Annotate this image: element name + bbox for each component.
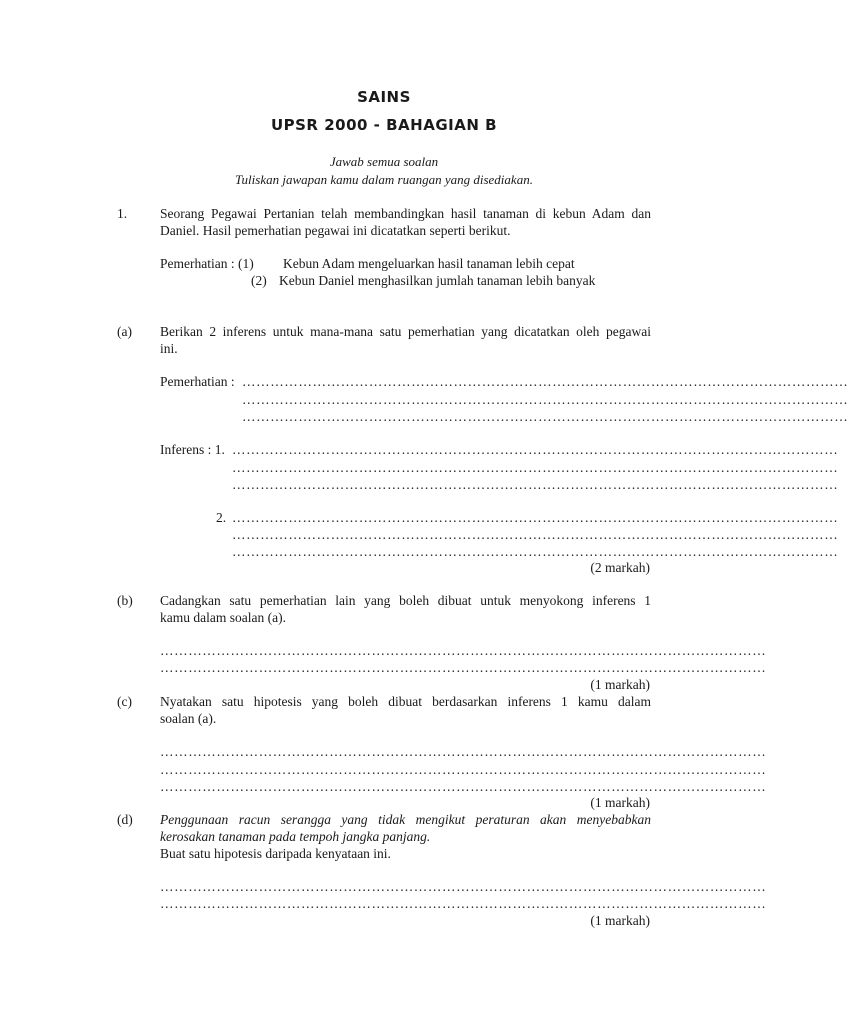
part-a-question-line1: Berikan 2 inferens untuk mana-mana satu pemerhatian yang dicatatkan oleh pegawai xyxy=(160,324,651,339)
question-number: 1. xyxy=(117,206,128,221)
answer-line[interactable]: ………………………………………………………………………………………………………………… xyxy=(232,477,839,492)
observation-2: Kebun Daniel menghasilkan jumlah tanaman lebih banyak xyxy=(279,273,596,288)
page-subtitle: UPSR 2000 - BAHAGIAN B xyxy=(270,116,498,134)
part-b-question-line1: Cadangkan satu pemerhatian lain yang boleh dibuat untuk menyokong inferens 1 xyxy=(160,593,651,608)
answer-line[interactable]: ………………………………………………………………………………………………………………… xyxy=(232,544,839,559)
part-c-marks: (1 markah) xyxy=(590,795,650,810)
part-d-statement-line1: Penggunaan racun serangga yang tidak mengikut peraturan akan menyebabkan xyxy=(160,812,651,827)
answer-line[interactable]: ………………………………………………………………………………………………………………… xyxy=(242,392,848,407)
instruction-write-answers: Tuliskan jawapan kamu dalam ruangan yang disediakan. xyxy=(235,172,533,187)
answer-line[interactable]: ………………………………………………………………………………………………………………… xyxy=(160,643,767,658)
part-c-question-line2: soalan (a). xyxy=(160,711,217,726)
observation-2-number: (2) xyxy=(251,273,267,288)
answer-line[interactable]: ………………………………………………………………………………………………………………… xyxy=(232,460,839,475)
answer-line[interactable]: ………………………………………………………………………………………………………………… xyxy=(160,660,767,675)
answer-line[interactable]: ………………………………………………………………………………………………………………… xyxy=(232,527,839,542)
part-d-label: (d) xyxy=(117,812,133,827)
part-a-label: (a) xyxy=(117,324,132,339)
answer-line[interactable]: ………………………………………………………………………………………………………………… xyxy=(232,442,839,457)
inferens-2-label: 2. xyxy=(216,510,227,525)
part-b-question-line2: kamu dalam soalan (a). xyxy=(160,610,286,625)
answer-line[interactable]: ………………………………………………………………………………………………………………… xyxy=(160,896,767,911)
part-a-question-line2: ini. xyxy=(160,341,178,356)
part-c-label: (c) xyxy=(117,694,132,709)
part-c-question-line1: Nyatakan satu hipotesis yang boleh dibuat berdasarkan inferens 1 kamu dalam xyxy=(160,694,651,709)
answer-line[interactable]: ………………………………………………………………………………………………………………… xyxy=(160,779,767,794)
part-b-marks: (1 markah) xyxy=(590,677,650,692)
question-intro-line2: Daniel. Hasil pemerhatian pegawai ini dicatatkan seperti berikut. xyxy=(160,223,511,238)
part-b-label: (b) xyxy=(117,593,133,608)
part-d-statement-line2: kerosakan tanaman pada tempoh jangka panjang. xyxy=(160,829,431,844)
part-a-marks: (2 markah) xyxy=(590,560,650,575)
observation-1: Kebun Adam mengeluarkan hasil tanaman lebih cepat xyxy=(283,256,575,271)
answer-line[interactable]: ………………………………………………………………………………………………………………… xyxy=(160,879,767,894)
instruction-answer-all: Jawab semua soalan xyxy=(329,154,439,169)
pemerhatian-label: Pemerhatian : xyxy=(160,374,235,389)
part-d-marks: (1 markah) xyxy=(590,913,650,928)
page-title: SAINS xyxy=(357,88,411,106)
answer-line[interactable]: ………………………………………………………………………………………………………………… xyxy=(160,744,767,759)
answer-line[interactable]: ………………………………………………………………………………………………………………… xyxy=(242,409,848,424)
answer-line[interactable]: ………………………………………………………………………………………………………………… xyxy=(232,510,839,525)
answer-line[interactable]: ………………………………………………………………………………………………………………… xyxy=(242,374,848,389)
answer-line[interactable]: ………………………………………………………………………………………………………………… xyxy=(160,762,767,777)
observation-label: Pemerhatian : (1) xyxy=(160,256,254,271)
inferens-label: Inferens : 1. xyxy=(160,442,225,457)
part-d-question: Buat satu hipotesis daripada kenyataan ini. xyxy=(160,846,391,861)
question-intro-line1: Seorang Pegawai Pertanian telah membandingkan hasil tanaman di kebun Adam dan xyxy=(160,206,651,221)
